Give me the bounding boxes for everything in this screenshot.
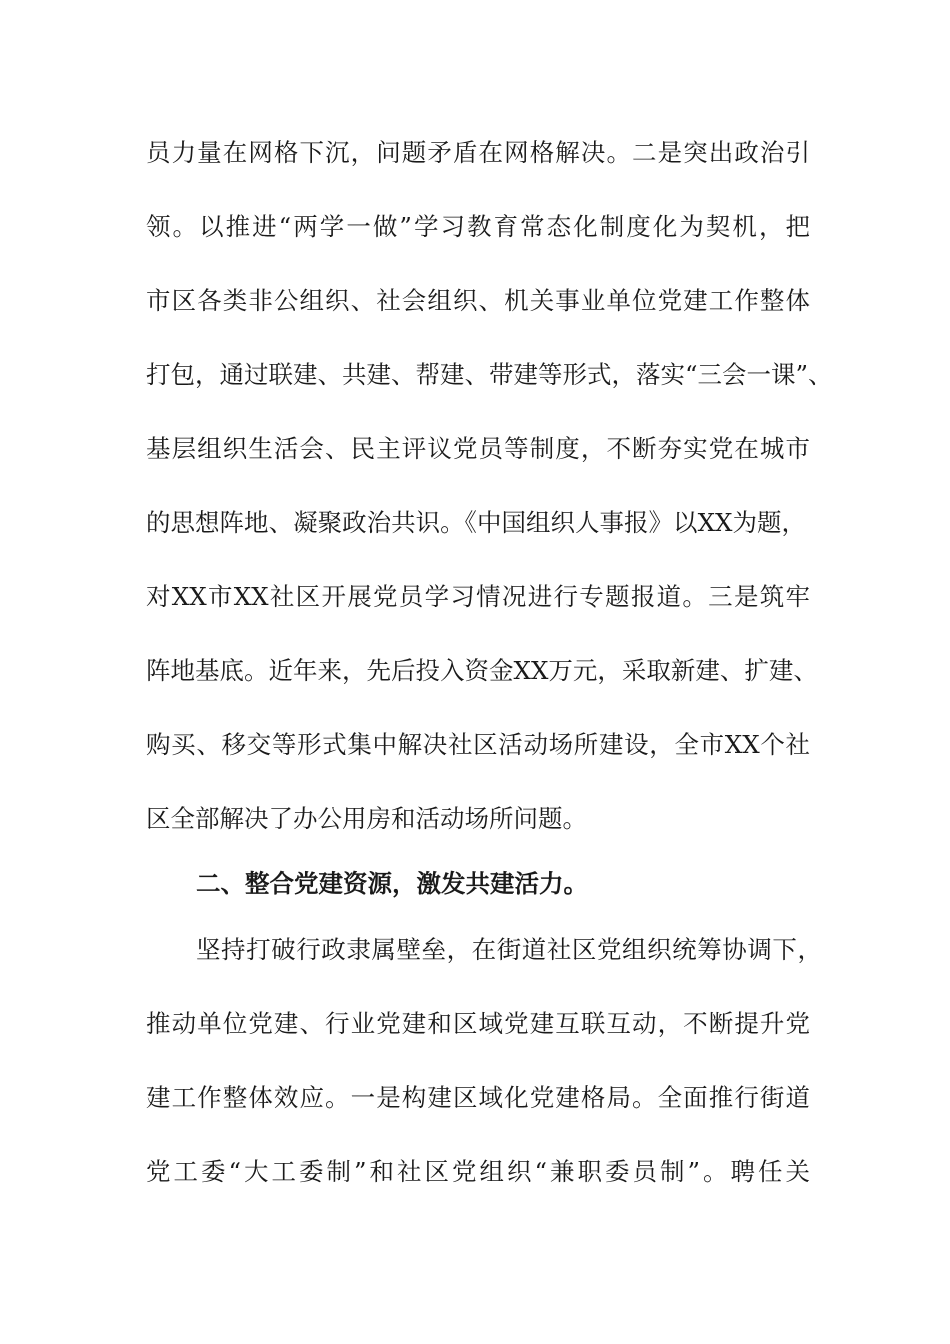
- paragraph-line: 阵地基底。近年来，先后投入资金XX万元，采取新建、扩建、: [146, 656, 818, 685]
- paragraph-line: 打包，通过联建、共建、帮建、带建等形式，落实“三会一课”、: [146, 360, 833, 389]
- paragraph-line: 党工委“大工委制”和社区党组织“兼职委员制”。聘任关: [146, 1157, 810, 1186]
- paragraph-line: 领。以推进“两学一做”学习教育常态化制度化为契机，把: [146, 212, 810, 241]
- paragraph-line: 购买、移交等形式集中解决社区活动场所建设，全市XX个社: [146, 730, 810, 759]
- paragraph-line: 推动单位党建、行业党建和区域党建互联互动，不断提升党: [146, 1009, 810, 1038]
- paragraph-line: 的思想阵地、凝聚政治共识。《中国组织人事报》以XX为题，: [146, 508, 806, 537]
- section-heading: 二、整合党建资源，激发共建活力。: [196, 869, 588, 898]
- paragraph-line: 建工作整体效应。一是构建区域化党建格局。全面推行街道: [146, 1083, 810, 1112]
- paragraph-line: 坚持打破行政隶属壁垒，在街道社区党组织统筹协调下，: [196, 935, 822, 964]
- paragraph-line: 员力量在网格下沉，问题矛盾在网格解决。二是突出政治引: [146, 138, 810, 167]
- paragraph-line: 市区各类非公组织、社会组织、机关事业单位党建工作整体: [146, 286, 810, 315]
- paragraph-line: 对XX市XX社区开展党员学习情况进行专题报道。三是筑牢: [146, 582, 810, 611]
- paragraph-line: 区全部解决了办公用房和活动场所问题。: [146, 804, 587, 833]
- paragraph-line: 基层组织生活会、民主评议党员等制度，不断夯实党在城市: [146, 434, 810, 463]
